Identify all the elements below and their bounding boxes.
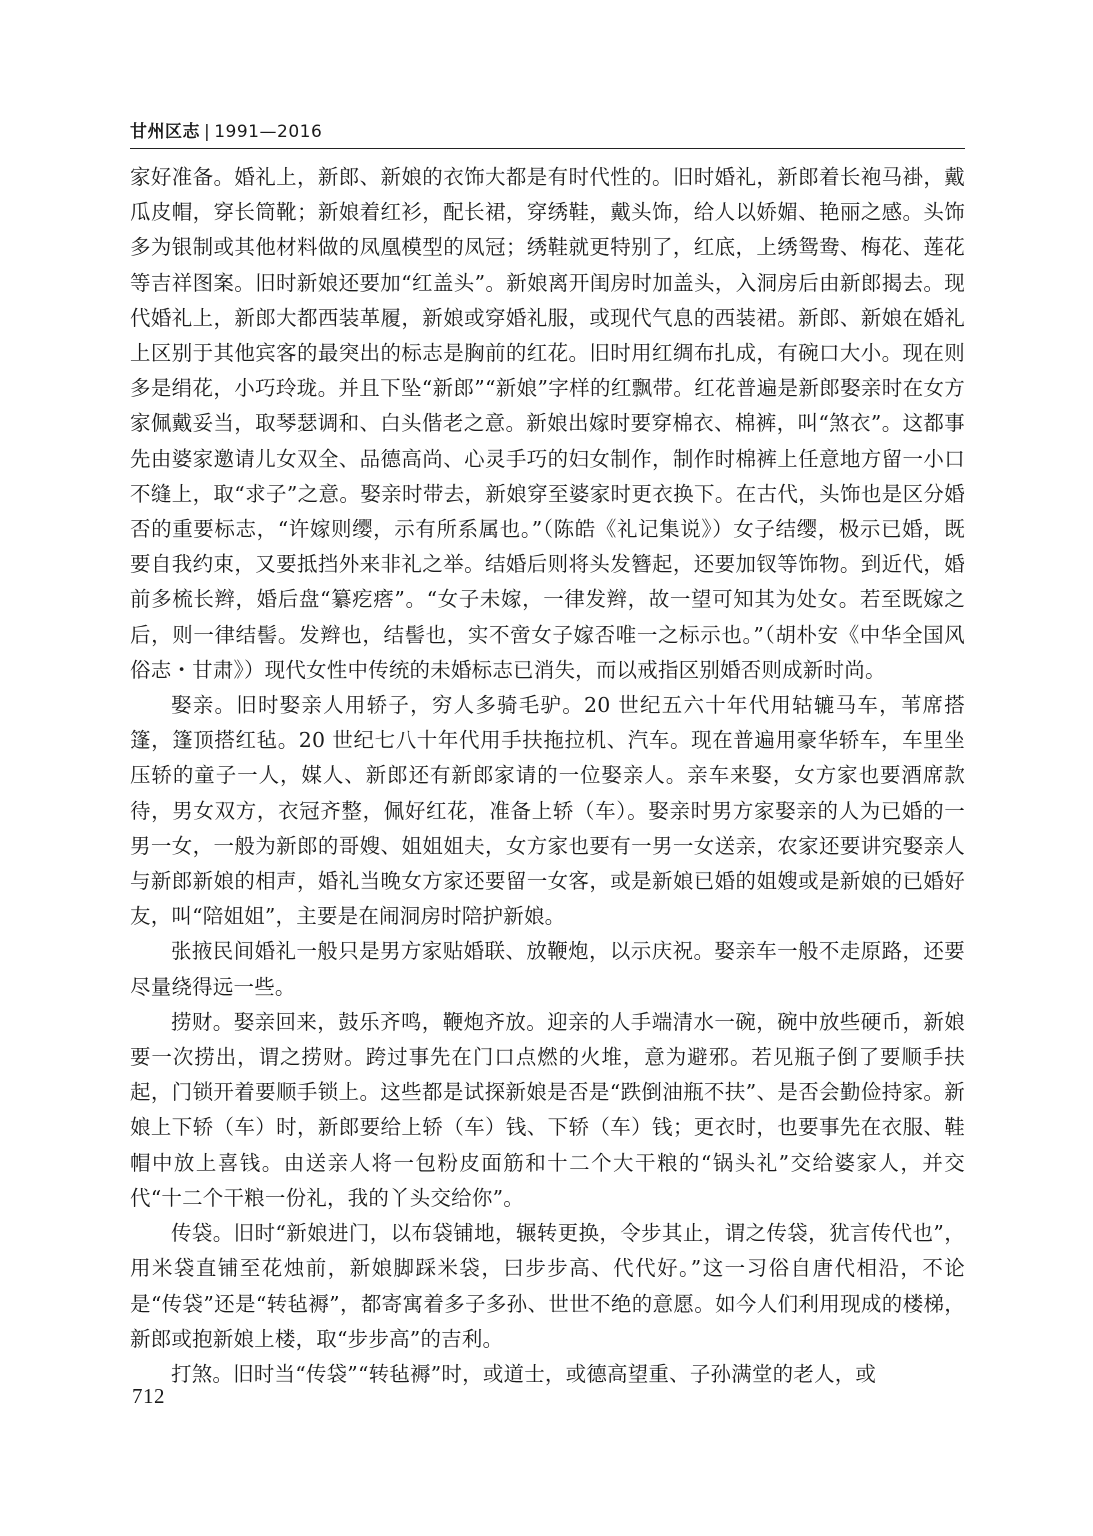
- paragraph-chuandai: 传袋。旧时“新娘进门，以布袋铺地，辗转更换，令步其止，谓之传袋，犹言传代也”，用米袋直铺至花烛前，新娘脚踩米袋，曰步步高、代代好。”这一习俗自唐代相沿，不论是“传袋”还是“转毡褥”，都寄寓着多子多孙、世世不绝的意愿。如今人们利用现成的楼梯，新郎或抱新娘上楼，取“步步高”的吉利。: [130, 1221, 965, 1351]
- book-title: 甘州区志: [130, 122, 200, 142]
- paragraph-continued: 家好准备。婚礼上，新郎、新娘的衣饰大都是有时代性的。旧时婚礼，新郎着长袍马褂，戴瓜皮帽，穿长筒靴；新娘着红衫，配长裙，穿绣鞋，戴头饰，给人以娇媚、艳丽之感。头饰多为银制或其他材料做的凤凰模型的凤冠；绣鞋就更特别了，红底，上绣鸳鸯、梅花、莲花等吉祥图案。旧时新娘还要加“红盖头”。新娘离开闺房时加盖头，入洞房后由新郎揭去。现代婚礼上，新郎大都西装革履，新娘或穿婚礼服，或现代气息的西装裙。新郎、新娘在婚礼上区别于其他宾客的最突出的标志是胸前的红花。旧时用红绸布扎成，有碗口大小。现在则多是绢花，小巧玲珑。并且下坠“新郎”“新娘”字样的红飘带。红花普遍是新郎娶亲时在女方家佩戴妥当，取琴瑟调和、白头偕老之意。新娘出嫁时要穿棉衣、棉裤，叫“煞衣”。这都事先由婆家邀请儿女双全、品德高尚、心灵手巧的妇女制作，制作时棉裤上任意地方留一小口不缝上，取“求子”之意。娶亲时带去，新娘穿至婆家时更衣换下。在古代，头饰也是区分婚否的重要标志，“许嫁则缨，示有所系属也。”（陈皓《礼记集说》）女子结缨，极示已婚，既要自我约束，又要抵挡外来非礼之举。结婚后则将头发簪起，还要加钗等饰物。到近代，婚前多梳长辫，婚后盘“纂疙瘩”。“女子未嫁，一律发辫，故一望可知其为处女。若至既嫁之后，则一律结髻。发辫也，结髻也，实不啻女子嫁否唯一之标示也。”（胡朴安《中华全国风俗志・甘肃》）现代女性中传统的未婚标志已消失，而以戒指区别婚否则成新时尚。: [130, 165, 965, 682]
- running-header: [130, 118, 965, 149]
- page-number: 712: [132, 1384, 165, 1408]
- paragraph-zhangye-custom: 张掖民间婚礼一般只是男方家贴婚联、放鞭炮，以示庆祝。娶亲车一般不走原路，还要尽量绕得远一些。: [130, 939, 965, 999]
- body-text: [130, 160, 965, 1392]
- header-years: 1991—2016: [214, 122, 323, 142]
- paragraph-laocai: 捞财。娶亲回来，鼓乐齐鸣，鞭炮齐放。迎亲的人手端清水一碗，碗中放些硬币，新娘要一次捞出，谓之捞财。跨过事先在门口点燃的火堆，意为避邪。若见瓶子倒了要顺手扶起，门锁开着要顺手锁上。这些都是试探新娘是否是“跌倒油瓶不扶”、是否会勤俭持家。新娘上下轿（车）时，新郎要给上轿（车）钱、下轿（车）钱；更衣时，也要事先在衣服、鞋帽中放上喜钱。由送亲人将一包粉皮面筋和十二个大干粮的“锅头礼”交给婆家人，并交代“十二个干粮一份礼，我的丫头交给你”。: [130, 1009, 965, 1210]
- paragraph-dasha: 打煞。旧时当“传袋”“转毡褥”时，或道士，或德高望重、子孙满堂的老人，或: [171, 1361, 877, 1386]
- paragraph-quqin: 娶亲。旧时娶亲人用轿子，穷人多骑毛驴。20 世纪五六十年代用轱辘马车，苇席搭篷，篷顶搭红毡。20 世纪七八十年代用手扶拖拉机、汽车。现在普遍用豪华轿车，车里坐压轿的童子一人，媒人、新郎还有新郎家请的一位娶亲人。亲车来娶，女方家也要酒席款待，男女双方，衣冠齐整，佩好红花，准备上轿（车）。娶亲时男方家娶亲的人为已婚的一男一女，一般为新郎的哥嫂、姐姐姐夫，女方家也要有一男一女送亲，农家还要讲究娶亲人与新郎新娘的相声，婚礼当晚女方家还要留一女客，或是新娘已婚的姐嫂或是新娘的已婚好友，叫“陪姐姐”，主要是在闹洞房时陪护新娘。: [130, 693, 965, 929]
- header-separator: |: [204, 122, 211, 142]
